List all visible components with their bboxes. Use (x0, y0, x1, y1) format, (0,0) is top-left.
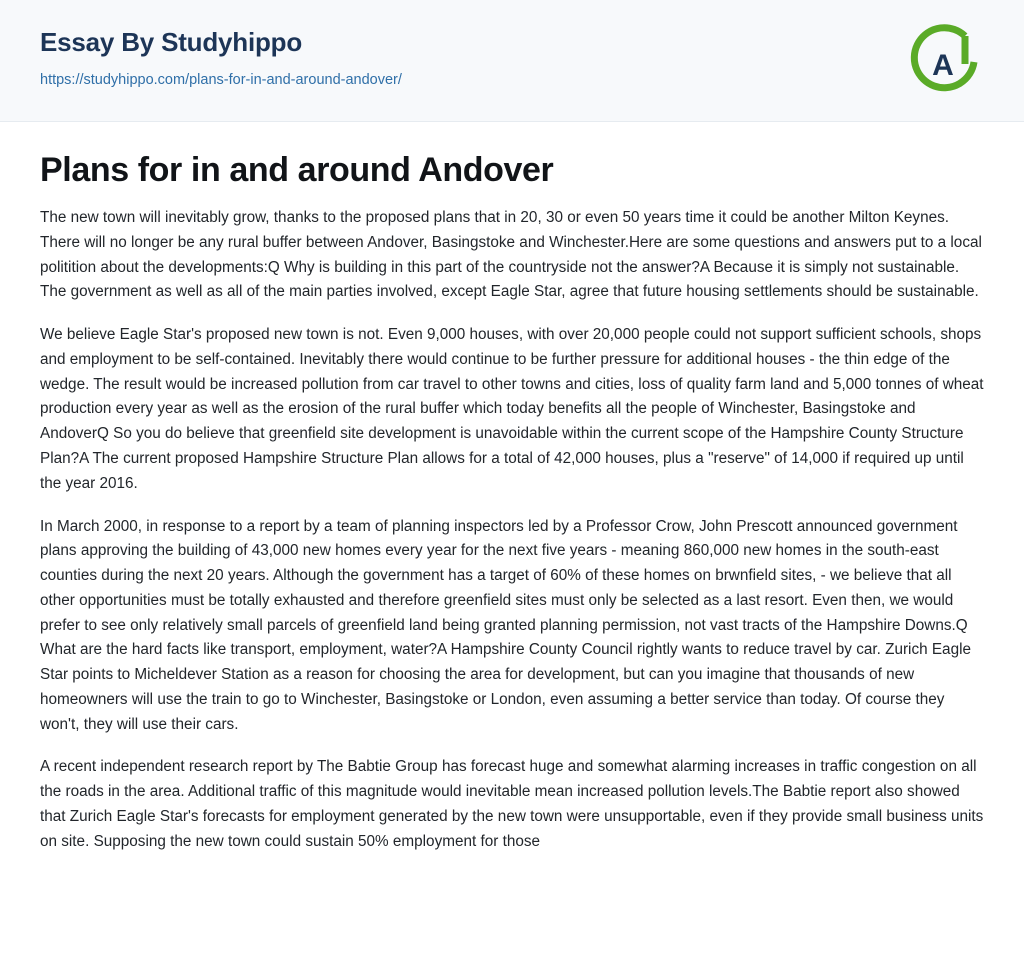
body-paragraph: A recent independent research report by The Babtie Group has forecast huge and somewhat alarming increases in traffic congestion on all the roads in the area. Additional traffic of this magnitude would inevitable mean increased pollution levels.The Babtie report also showed that Zurich Eagle Star's forecasts for employment generated by the new town were unsupportable, even if they provide small business units on site. Supposing the new town could sustain 50% employment for those (40, 758, 984, 850)
document-content (0, 122, 1024, 894)
svg-text:A: A (932, 49, 954, 82)
site-header (0, 0, 1024, 122)
site-brand-title: Essay By Studyhippo (40, 27, 303, 57)
body-paragraph: We believe Eagle Star's proposed new town is not. Even 9,000 houses, with over 20,000 people could not support sufficient schools, shops and employment to be self-contained. Inevitably there would continue to be further pressure for additional houses - the thin edge of the wedge. The result would be increased pollution from car travel to other towns and cities, loss of quality farm land and 5,000 tonnes of wheat production every year as well as the erosion of the rural buffer which today benefits all the people of Winchester, Basingstoke and AndoverQ So you do believe that greenfield site development is unavoidable within the current scope of the Hampshire County Structure Plan?A The current proposed Hampshire Structure Plan allows for a total of 42,000 houses, plus a "reserve" of 14,000 if required up until the year 2016. (40, 326, 984, 492)
page-title: Plans for in and around Andover (40, 151, 554, 189)
body-paragraph: In March 2000, in response to a report by a team of planning inspectors led by a Professor Crow, John Prescott announced government plans approving the building of 43,000 new homes every year for the next five years - meaning 860,000 new homes in the south-east counties during the next 20 years. Although the government has a target of 60% of these homes on brwnfield sites, - we believe that all other opportunities must be totally exhausted and therefore greenfield sites must only be selected as a last resort. Even then, we would prefer to see only relatively small parcels of greenfield land being granted planning permission, not vast tracts of the Hampshire Downs.Q What are the hard facts like transport, employment, water?A Hampshire County Council rightly wants to reduce travel by car. Zurich Eagle Star points to Micheldever Station as a reason for choosing the area for development, but can you imagine that thousands of new homeowners will use the train to go to Winchester, Basingstoke or London, even assuming a better service than today. Of course they won't, they will use their cars. (40, 517, 971, 733)
studyhippo-logo (902, 20, 986, 104)
body-paragraph: The new town will inevitably grow, thanks to the proposed plans that in 20, 30 or even 50 years time it could be another Milton Keynes. There will no longer be any rural buffer between Andover, Basingstoke and Winchester.Here are some questions and answers put to a local politition about the developments:Q Why is building in this part of the countryside not the answer?A Because it is simply not sustainable. The government as well as all of the main parties involved, except Eagle Star, agree that future housing settlements should be sustainable. (40, 209, 982, 301)
source-url-link[interactable]: https://studyhippo.com/plans-for-in-and-around-andover/ (40, 71, 402, 88)
